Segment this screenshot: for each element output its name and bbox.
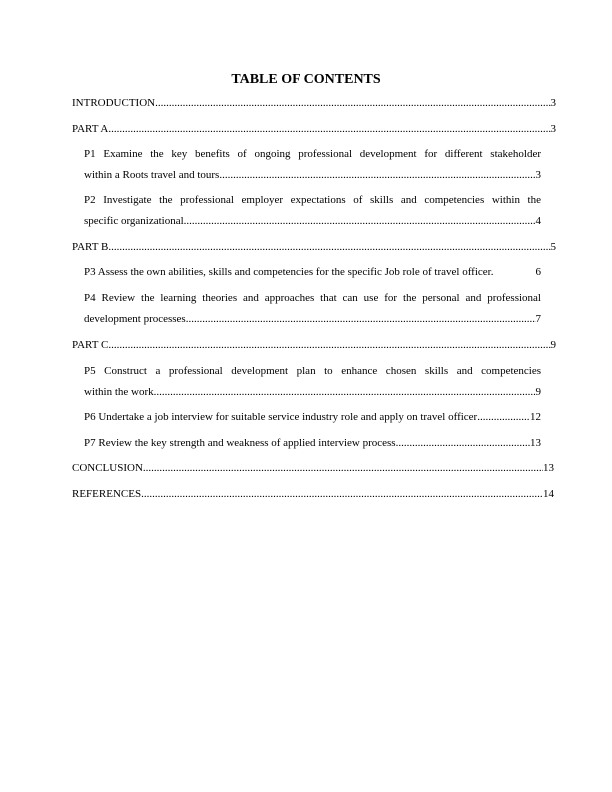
toc-entry-label: PART A [72, 123, 109, 135]
dot-leader [186, 312, 536, 326]
toc-entry-label: development processes [84, 313, 186, 325]
dot-leader [477, 410, 530, 424]
toc-entry-introduction[interactable] [72, 96, 556, 110]
toc-entry-label: within the work [84, 386, 154, 398]
dot-leader [141, 487, 543, 501]
toc-entry-label: P7 Review the key strength and weakness of applied interview process [84, 437, 396, 449]
toc-page-number: 12 [530, 411, 541, 423]
toc-entry-line: P1 Examine the key benefits of ongoing professional development for different stakeholder [84, 148, 541, 160]
dot-leader [219, 168, 535, 182]
dot-leader [154, 385, 536, 399]
toc-entry-p3[interactable] [84, 265, 541, 279]
toc-entry-label: REFERENCES [72, 488, 142, 500]
toc-entry-p7[interactable] [84, 436, 541, 450]
toc-entry-line: P2 Investigate the professional employer expectations of skills and competencies within the [84, 194, 541, 206]
toc-entry-label: P6 Undertake a job interview for suitable service industry role and apply on travel officer [84, 411, 478, 423]
toc-entry-p1[interactable] [84, 147, 541, 187]
toc-entry-label: PART B [72, 241, 109, 253]
dot-leader [184, 214, 536, 228]
dot-leader [396, 436, 530, 450]
toc-entry-p5[interactable] [84, 364, 541, 404]
toc-entry-label: within a Roots travel and tours [84, 169, 220, 181]
toc-entry-part-b[interactable] [72, 240, 556, 254]
toc-page-number: 13 [530, 437, 541, 449]
dot-leader [155, 96, 550, 110]
toc-entry-label: INTRODUCTION [72, 97, 156, 109]
dot-leader [108, 338, 550, 352]
dot-leader [108, 122, 550, 136]
toc-entry-references[interactable] [72, 487, 554, 501]
toc-entry-part-c[interactable] [72, 338, 556, 352]
toc-page-number: 9 [535, 386, 541, 398]
toc-page-number: 9 [550, 339, 556, 351]
toc-page-number: 6 [535, 266, 541, 278]
toc-page-number: 3 [550, 97, 556, 109]
toc-entry-part-a[interactable] [72, 122, 556, 136]
toc-entry-label: specific organizational [84, 215, 184, 227]
toc-entry-label: CONCLUSION [72, 462, 143, 474]
toc-title: TABLE OF CONTENTS [231, 72, 381, 87]
dot-leader [143, 461, 543, 475]
toc-entry-line: P4 Review the learning theories and approaches that can use for the personal and professional [84, 292, 541, 304]
dot-leader [108, 240, 550, 254]
toc-page-number: 4 [535, 215, 541, 227]
toc-entry-label: P3 Assess the own abilities, skills and competencies for the specific Job role of travel officer. [84, 266, 494, 278]
toc-entry-conclusion[interactable] [72, 461, 554, 475]
toc-entry-label: PART C [72, 339, 109, 351]
toc-page-number: 3 [535, 169, 541, 181]
toc-page-number: 7 [535, 313, 541, 325]
toc-entry-p2[interactable] [84, 193, 541, 233]
toc-entry-p4[interactable] [84, 291, 541, 331]
toc-page-number: 14 [543, 488, 554, 500]
toc-entry-p6[interactable] [84, 410, 541, 424]
toc-entry-line: P5 Construct a professional development plan to enhance chosen skills and competencies [84, 365, 541, 377]
toc-page-number: 3 [550, 123, 556, 135]
toc-page-number: 13 [543, 462, 554, 474]
toc-page-number: 5 [550, 241, 556, 253]
